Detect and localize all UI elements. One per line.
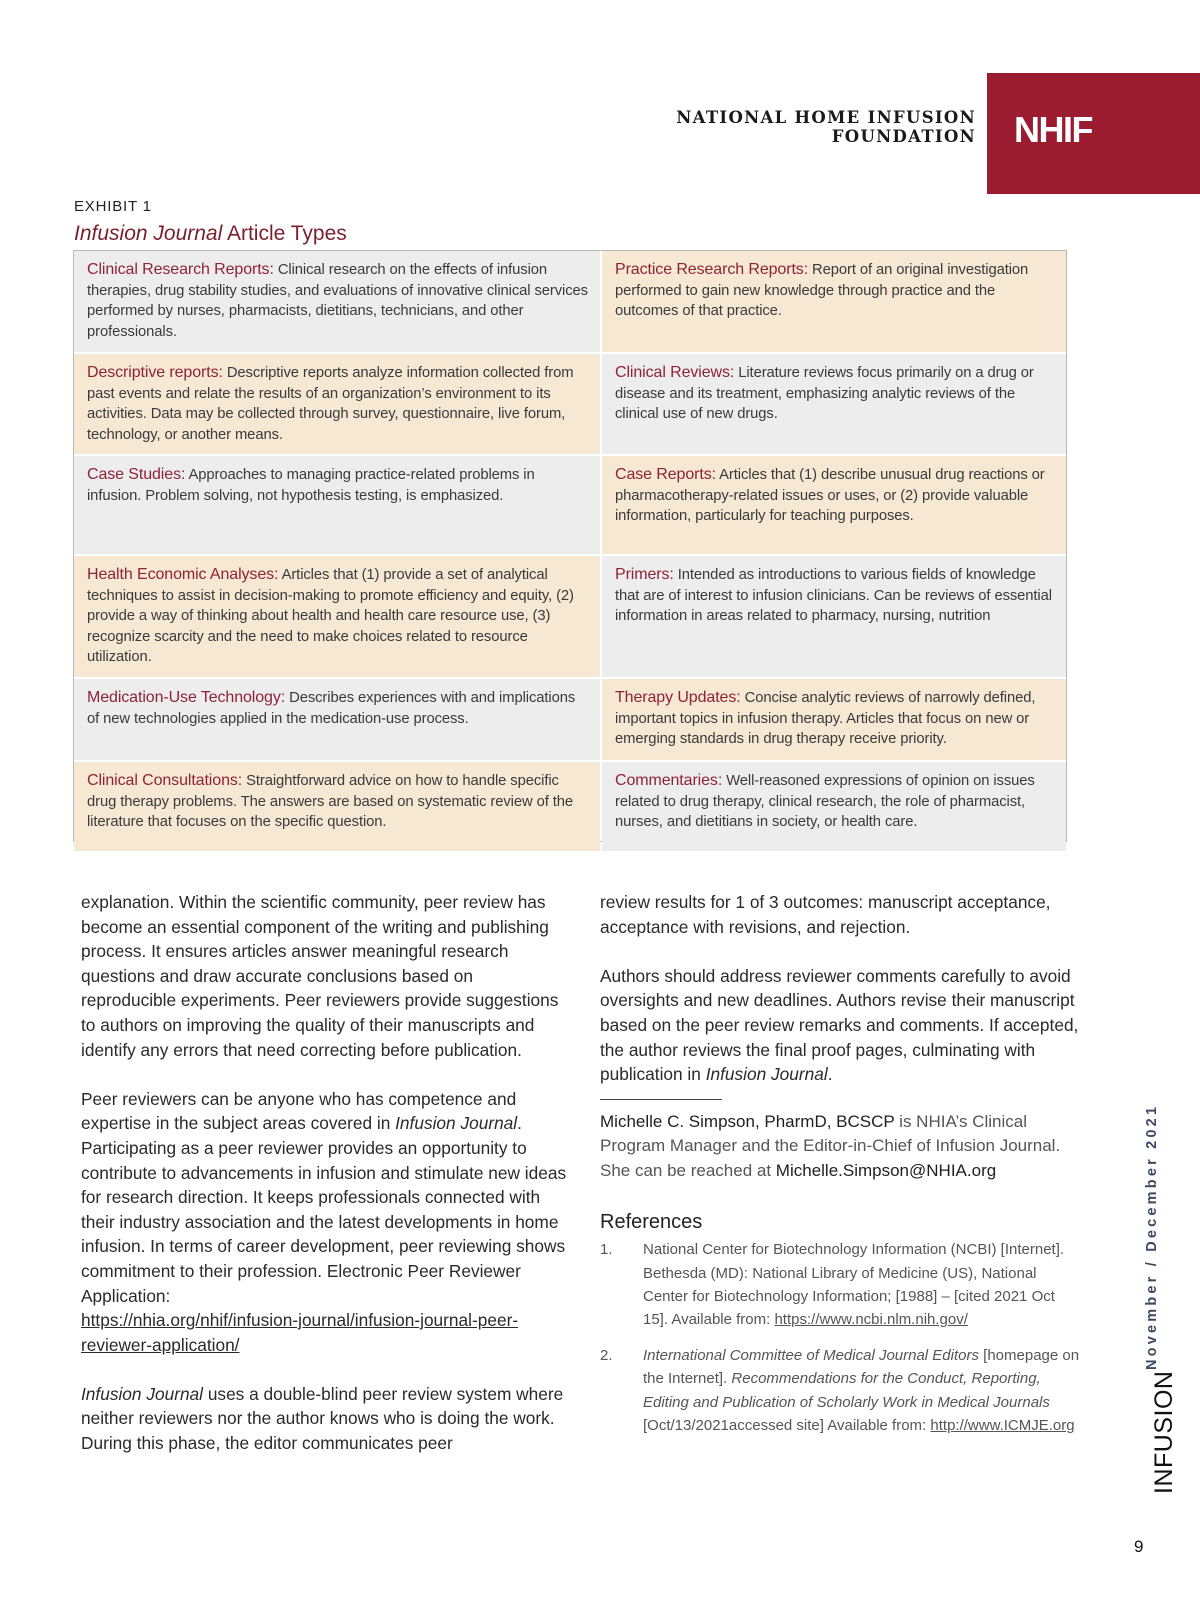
table-cell [74, 556, 600, 677]
cell-term: Case Reports: [615, 466, 716, 483]
paragraph-text: Peer reviewers can be anyone who has competence and expertise in the subject areas covered in [81, 1088, 517, 1134]
journal-name: Infusion Journal [395, 1113, 518, 1134]
header-org-name: NATIONAL HOME INFUSION FOUNDATION [676, 108, 976, 146]
peer-reviewer-application-link[interactable]: https://nhia.org/nhif/infusion-journal/infusion-journal-peer-reviewer-application/ [81, 1310, 519, 1355]
cell-term: Descriptive reports: [87, 364, 223, 381]
paragraph-text: Authors should address reviewer comments carefully to avoid oversights and new deadlines. Authors revise their manuscript based on the peer review remarks and comments. If accepted, the author reviews the final proof pages, culminating with publication in [600, 965, 1079, 1085]
exhibit-label: EXHIBIT 1 [74, 198, 152, 215]
cell-desc: Descriptive reports analyze information collected from past events and relate the results of an organization’s environment to its activities. Data may be collected through survey, questionnaire, live forum, technology, or another means. [87, 365, 574, 443]
reference-body: [Oct/13/2021accessed site] Available from: [643, 1416, 931, 1434]
table-cell [602, 456, 1066, 554]
cell-desc: Well-reasoned expressions of opinion on issues related to drug therapy, clinical research, the role of pharmacist, nurses, and dietitians in society, or health care. [615, 773, 1035, 830]
nhif-logo-text: NHIF [1014, 109, 1092, 150]
table-cell [74, 251, 600, 352]
cell-term: Case Studies: [87, 466, 186, 483]
reference-italic: Recommendations for the Conduct, Reporting, Editing and Publication of Scholarly Work in Medical Journals [643, 1370, 1050, 1411]
cell-term: Clinical Reviews: [615, 364, 735, 381]
reference-item [600, 1238, 1080, 1332]
table-cell [602, 354, 1066, 454]
exhibit-title-journal: Infusion Journal [74, 222, 223, 245]
cell-desc: Approaches to managing practice-related problems in infusion. Problem solving, not hypothesis testing, is emphasized. [87, 467, 535, 504]
table-cell [74, 762, 600, 851]
paragraph-text: . [827, 1064, 833, 1085]
bio-text: is NHIA’s Clinical Program Manager and the Editor-in-Chief of Infusion Journal. She can be reached at [600, 1111, 1061, 1180]
reference-text [643, 1344, 1080, 1438]
cell-desc: Intended as introductions to various fields of knowledge that are of interest to infusion clinicians. Can be reviews of essential information in areas related to pharmacy, nursing, nutrition [615, 567, 1052, 624]
table-cell [602, 762, 1066, 851]
cell-desc: Clinical research on the effects of infusion therapies, drug stability studies, and evaluations of innovative clinical services performed by nurses, pharmacists, dietitians, technicians, and other professionals. [87, 262, 588, 340]
cell-term: Medication-Use Technology: [87, 689, 286, 706]
bio-divider [600, 1099, 722, 1100]
cell-desc: Report of an original investigation performed to gain new knowledge through practice and the outcomes of that practice. [615, 262, 1029, 319]
table-cell [74, 456, 600, 554]
paragraph-text: . Participating as a peer reviewer provides an opportunity to contribute to advancements in infusion and stimulate new ideas for research direction. It keeps professionals connected with their industry association and the latest developments in home infusion. In terms of career development, peer reviewing shows commitment to their profession. Electronic Peer Reviewer Application: [81, 1113, 567, 1306]
infusion-magazine-logo: INFUSION [1150, 1370, 1178, 1494]
reference-number: 1. [600, 1241, 613, 1259]
journal-name: Infusion Journal [705, 1064, 828, 1085]
table-cell [74, 679, 600, 760]
cell-term: Primers: [615, 566, 674, 583]
body-paragraph: review results for 1 of 3 outcomes: manuscript acceptance, acceptance with revisions, and rejection. [600, 892, 1051, 937]
body-paragraph [600, 964, 1080, 1087]
table-cell [602, 679, 1066, 760]
reference-body: [homepage on the Internet]. [643, 1346, 1080, 1388]
exhibit-title-rest: Article Types [222, 222, 347, 245]
cell-desc: Literature reviews focus primarily on a drug or disease and its treatment, emphasizing analytic reviews of the clinical use of new drugs. [615, 365, 1034, 422]
cell-term: Commentaries: [615, 772, 723, 789]
cell-term: Clinical Research Reports: [87, 261, 274, 278]
cell-desc: Describes experiences with and implications of new technologies applied in the medication-use process. [87, 690, 576, 727]
icmje-link[interactable]: http://www.ICMJE.org [930, 1416, 1075, 1434]
page-number: 9 [1134, 1537, 1144, 1556]
reference-text [643, 1238, 1080, 1332]
cell-desc: Straightforward advice on how to handle specific drug therapy problems. The answers are based on systematic review of the literature that focuses on the specific question. [87, 773, 574, 830]
table-cell [602, 251, 1066, 352]
author-name: Michelle C. Simpson, PharmD, BCSCP [600, 1111, 895, 1131]
author-email-link[interactable]: Michelle.Simpson@NHIA.org [775, 1160, 997, 1180]
cell-term: Clinical Consultations: [87, 772, 243, 789]
reference-item [600, 1344, 1080, 1438]
cell-term: Therapy Updates: [615, 689, 741, 706]
exhibit-title [74, 222, 347, 246]
nhif-logo [987, 73, 1200, 194]
article-types-table [73, 250, 1067, 842]
journal-name: Infusion Journal [81, 1383, 204, 1404]
paragraph-text: uses a double-blind peer review system where neither reviewers nor the author knows who is doing the work. During this phase, the editor communicates peer [81, 1383, 564, 1454]
reference-number: 2. [600, 1346, 613, 1364]
reference-italic: International Committee of Medical Journal Editors [643, 1346, 979, 1364]
cell-term: Health Economic Analyses: [87, 566, 279, 583]
body-paragraph [81, 1087, 567, 1358]
cell-term: Practice Research Reports: [615, 261, 809, 278]
body-column-right [600, 890, 1080, 1449]
issue-date-sidebar: November / December 2021 [1144, 1103, 1160, 1370]
cell-desc: Concise analytic reviews of narrowly defined, important topics in infusion therapy. Articles that focus on new or emerging standards in drug therapy receive priority. [615, 690, 1036, 747]
body-paragraph: explanation. Within the scientific community, peer review has become an essential component of the writing and publishing process. It ensures articles answer meaningful research questions and draw accurate conclusions based on reproducible experiments. Peer reviewers provide suggestions to authors on improving the quality of their manuscripts and identify any errors that need correcting before publication. [81, 892, 559, 1060]
cell-desc: Articles that (1) describe unusual drug reactions or pharmacotherapy-related issues or uses, or (2) provide valuable information, particularly for teaching purposes. [615, 467, 1045, 524]
table-cell [602, 556, 1066, 677]
references-heading: References [600, 1210, 703, 1233]
ncbi-link[interactable]: https://www.ncbi.nlm.nih.gov/ [774, 1311, 968, 1329]
author-bio [600, 1110, 1080, 1184]
reference-body: National Center for Biotechnology Information (NCBI) [Internet]. Bethesda (MD): National Library of Medicine (US), National Center for Biotechnology Information; [1988] – [cited 2021 Oct 15]. Available from: [643, 1241, 1065, 1329]
cell-desc: Articles that (1) provide a set of analytical techniques to assist in decision-making to promote efficiency and equity, (2) provide a way of thinking about health and health care resource use, (3) recognize scarcity and the need to make choices related to resource utilization. [87, 567, 574, 665]
body-column-left [81, 890, 567, 1480]
table-cell [74, 354, 600, 454]
body-paragraph [81, 1382, 567, 1456]
